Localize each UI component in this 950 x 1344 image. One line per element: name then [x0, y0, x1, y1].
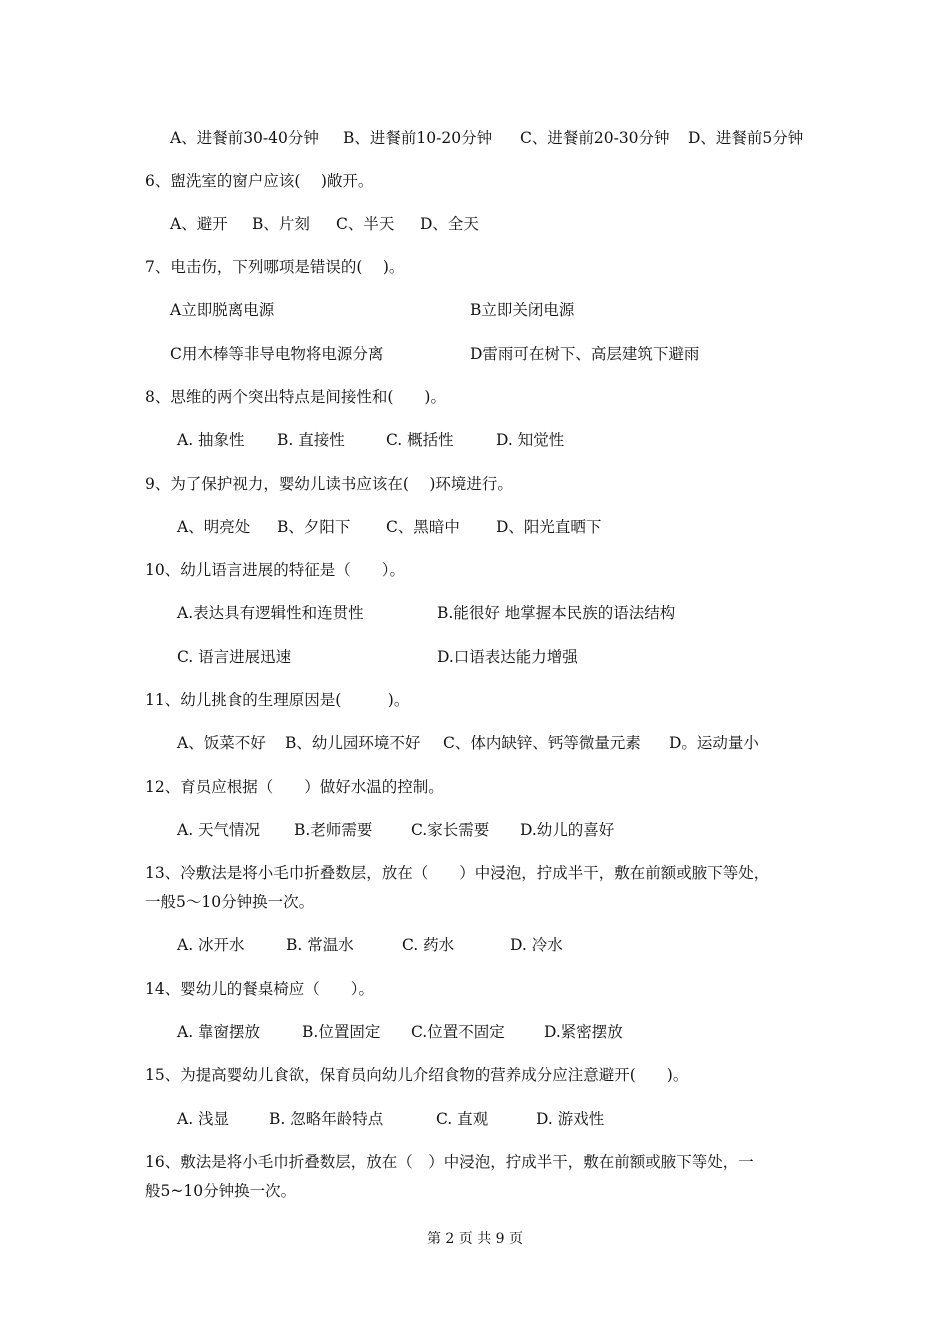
q10-option-d: D.口语表达能力增强 [437, 648, 578, 666]
q12-option-b: B.老师需要 [294, 821, 373, 839]
q7-option-a: A立即脱离电源 [170, 301, 275, 319]
q9-stem: 9、为了保护视力，婴幼儿读书应该在( )环境进行。 [145, 475, 513, 493]
q15-option-d: D. 游戏性 [536, 1110, 605, 1128]
q15-stem: 15、为提高婴幼儿食欲，保育员向幼儿介绍食物的营养成分应注意避开( )。 [145, 1066, 689, 1084]
q13-stem-line1: 13、冷敷法是将小毛巾折叠数层，放在（ ）中浸泡，拧成半干，敷在前额或腋下等处， [145, 864, 770, 882]
q5-option-c: C、进餐前20-30分钟 [520, 129, 670, 147]
q8-option-a: A. 抽象性 [177, 431, 245, 449]
q7-stem: 7、电击伤，下列哪项是错误的( )。 [145, 258, 405, 276]
q11-option-b: B、幼儿园环境不好 [285, 734, 421, 752]
q13-option-b: B. 常温水 [286, 936, 354, 954]
q5-option-a: A、进餐前30-40分钟 [170, 129, 319, 147]
page-number: 第 2 页 共 9 页 [426, 1231, 524, 1247]
q14-option-c: C.位置不固定 [411, 1023, 505, 1041]
q8-stem: 8、思维的两个突出特点是间接性和( )。 [145, 388, 446, 406]
q6-stem: 6、盥洗室的窗户应该( )敞开。 [145, 172, 374, 190]
q9-option-b: B、夕阳下 [277, 518, 351, 536]
q7-option-d: D雷雨可在树下、高层建筑下避雨 [470, 345, 700, 363]
q13-stem-line2: 一般5～10分钟换一次。 [145, 893, 315, 911]
q11-option-c: C、体内缺锌、钙等微量元素 [443, 734, 641, 752]
q7-option-b: B立即关闭电源 [470, 301, 575, 319]
q10-option-c: C. 语言进展迅速 [177, 648, 292, 666]
q14-option-a: A. 靠窗摆放 [177, 1023, 261, 1041]
q12-stem: 12、育员应根据（ ）做好水温的控制。 [145, 778, 444, 796]
q6-option-d: D、全天 [420, 215, 479, 233]
q13-option-c: C. 药水 [402, 936, 455, 954]
q13-option-a: A. 冰开水 [177, 936, 245, 954]
q14-option-d: D.紧密摆放 [544, 1023, 623, 1041]
q14-option-b: B.位置固定 [302, 1023, 381, 1041]
q6-option-a: A、避开 [170, 215, 228, 233]
q6-option-c: C、半天 [336, 215, 395, 233]
q16-stem-line2: 般5~10分钟换一次。 [145, 1182, 297, 1200]
q5-option-d: D、进餐前5分钟 [688, 129, 804, 147]
q9-option-c: C、黑暗中 [386, 518, 460, 536]
q5-option-b: B、进餐前10-20分钟 [343, 129, 493, 147]
q14-stem: 14、婴幼儿的餐桌椅应（ ）。 [145, 980, 374, 998]
q11-option-a: A、饭菜不好 [177, 734, 266, 752]
q8-option-c: C. 概括性 [386, 431, 454, 449]
q9-option-d: D、阳光直晒下 [496, 518, 602, 536]
q10-stem: 10、幼儿语言进展的特征是（ ）。 [145, 561, 405, 579]
q12-option-d: D.幼儿的喜好 [520, 821, 615, 839]
q8-option-d: D. 知觉性 [496, 431, 565, 449]
q15-option-a: A. 浅显 [177, 1110, 230, 1128]
q8-option-b: B. 直接性 [277, 431, 345, 449]
q15-option-b: B. 忽略年龄特点 [269, 1110, 384, 1128]
q6-option-b: B、片刻 [252, 215, 310, 233]
q12-option-c: C.家长需要 [411, 821, 490, 839]
q12-option-a: A. 天气情况 [177, 821, 261, 839]
q11-stem: 11、幼儿挑食的生理原因是( )。 [145, 691, 410, 709]
q10-option-b: B.能很好 地掌握本民族的语法结构 [437, 604, 676, 622]
q9-option-a: A、明亮处 [177, 518, 251, 536]
q7-option-c: C用木棒等非导电物将电源分离 [170, 345, 384, 363]
q16-stem-line1: 16、敷法是将小毛巾折叠数层，放在（ ）中浸泡，拧成半干，敷在前额或腋下等处，一 [145, 1153, 754, 1171]
q13-option-d: D. 冷水 [510, 936, 563, 954]
q15-option-c: C. 直观 [436, 1110, 489, 1128]
q10-option-a: A.表达具有逻辑性和连贯性 [177, 604, 364, 622]
q11-option-d: D。运动量小 [669, 734, 759, 752]
